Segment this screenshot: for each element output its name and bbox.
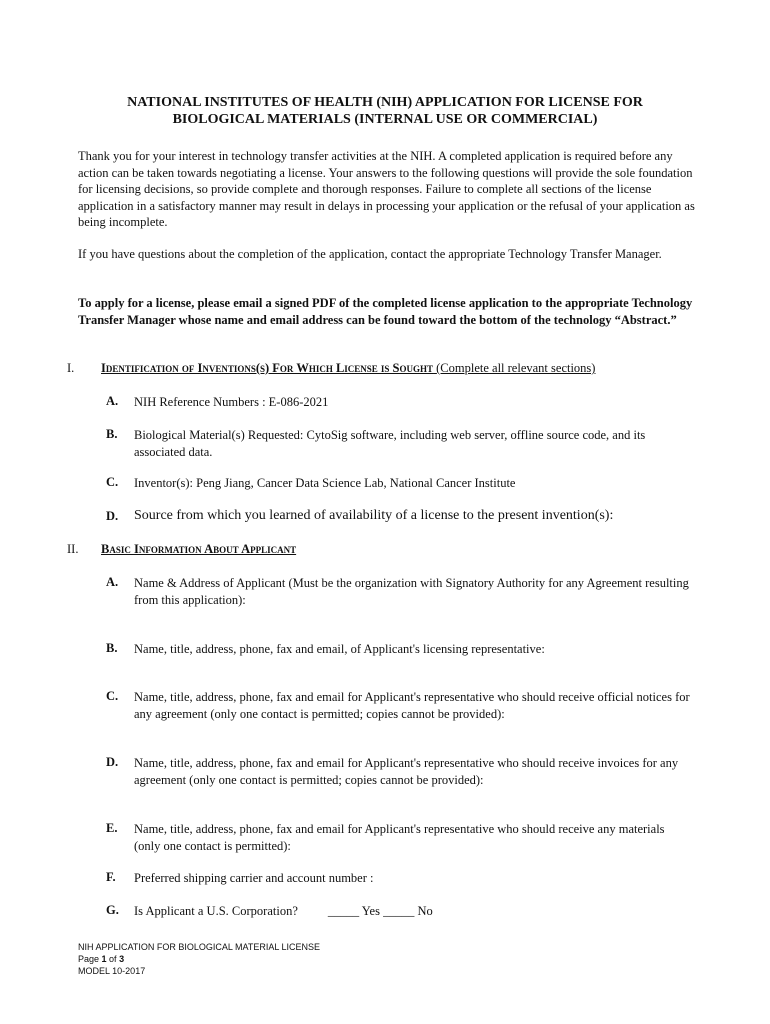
section-1-heading <box>101 361 595 376</box>
title-line-2: BIOLOGICAL MATERIALS (INTERNAL USE OR COMMERCIAL) <box>172 112 598 127</box>
section-1-number: I. <box>67 361 75 375</box>
footer-model: MODEL 10-2017 <box>78 966 146 976</box>
page-footer <box>78 941 320 977</box>
us-corporation-yes-no: _____ Yes _____ No <box>327 904 433 918</box>
section-2-item-g-letter: G. <box>106 903 119 917</box>
section-2-item-e-letter: E. <box>106 821 118 835</box>
section-2-item-b-letter: B. <box>106 641 118 655</box>
title-line-1: NATIONAL INSTITUTES OF HEALTH (NIH) APPLICATION FOR LICENSE FOR <box>127 95 643 110</box>
section-1-title: Identification of Inventions(s) For Which License is Sought <box>101 361 434 375</box>
section-2-item-a-letter: A. <box>106 575 119 589</box>
section-2-item-f-letter: F. <box>106 870 116 884</box>
section-2-item-f-text: Preferred shipping carrier and account number : <box>134 871 374 885</box>
section-2-item-e-text: Name, title, address, phone, fax and email for Applicant's representative who should receive any materials (only one contact is permitted): <box>134 822 665 853</box>
section-2-item-b-text: Name, title, address, phone, fax and email, of Applicant's licensing representative: <box>134 642 545 656</box>
section-2-item-g-text: Is Applicant a U.S. Corporation? <box>134 904 298 918</box>
document-title <box>60 94 710 128</box>
apply-paragraph: To apply for a license, please email a signed PDF of the completed license application to the appropriate Technology Transfer Manager whose name and email address can be found toward the bottom of the technology “Abstract.” <box>78 296 693 327</box>
footer-title: NIH APPLICATION FOR BIOLOGICAL MATERIAL LICENSE <box>78 942 321 952</box>
section-2-item-a-text: Name & Address of Applicant (Must be the organization with Signatory Authority for any Agreement resulting from this application): <box>134 576 689 607</box>
section-2-item-g-row <box>134 903 694 920</box>
section-1-item-b-letter: B. <box>106 427 118 441</box>
footer-page-prefix: Page <box>78 954 102 964</box>
section-2-item-d-letter: D. <box>106 755 119 769</box>
footer-page-total: 3 <box>119 954 125 964</box>
footer-page-of: of <box>106 954 120 964</box>
section-2-number: II. <box>67 542 79 556</box>
section-1-item-d-text: Source from which you learned of availability of a license to the present invention(s): <box>134 508 614 523</box>
section-2-item-d-text: Name, title, address, phone, fax and email for Applicant's representative who should receive invoices for any agreement (only one contact is permitted; copies cannot be provided): <box>134 756 679 787</box>
section-1-item-d-letter: D. <box>106 509 119 523</box>
section-2-item-c-text: Name, title, address, phone, fax and email for Applicant's representative who should receive official notices for any agreement (only one contact is permitted; copies cannot be provided): <box>134 690 690 721</box>
section-1-item-c-letter: C. <box>106 475 119 489</box>
section-1-note: (Complete all relevant sections) <box>436 361 596 375</box>
section-1-item-c-text: Inventor(s): Peng Jiang, Cancer Data Science Lab, National Cancer Institute <box>134 476 516 490</box>
section-1-item-b-text: Biological Material(s) Requested: CytoSig software, including web server, offline source code, and its associated data. <box>134 428 646 459</box>
section-1-item-a-letter: A. <box>106 394 119 408</box>
section-1-item-a-text: NIH Reference Numbers : E-086-2021 <box>134 395 329 409</box>
intro-paragraph: Thank you for your interest in technology transfer activities at the NIH. A completed application is required before any action can be taken towards negotiating a license. Your answers to the following questions will provide the sole foundation for licensing decisions, so provide complete and thorough responses. Failure to complete all sections of the license application in a satisfactory manner may result in delays in processing your application or the refusal of your application as being incomplete. <box>78 149 695 229</box>
section-2-title: Basic Information About Applicant <box>101 542 297 556</box>
section-2-heading <box>101 542 296 557</box>
footer-page-number <box>78 953 320 965</box>
footer-page-current: 1 <box>101 954 107 964</box>
questions-paragraph: If you have questions about the completion of the application, contact the appropriate Technology Transfer Manager. <box>78 247 662 261</box>
section-2-item-c-letter: C. <box>106 689 119 703</box>
